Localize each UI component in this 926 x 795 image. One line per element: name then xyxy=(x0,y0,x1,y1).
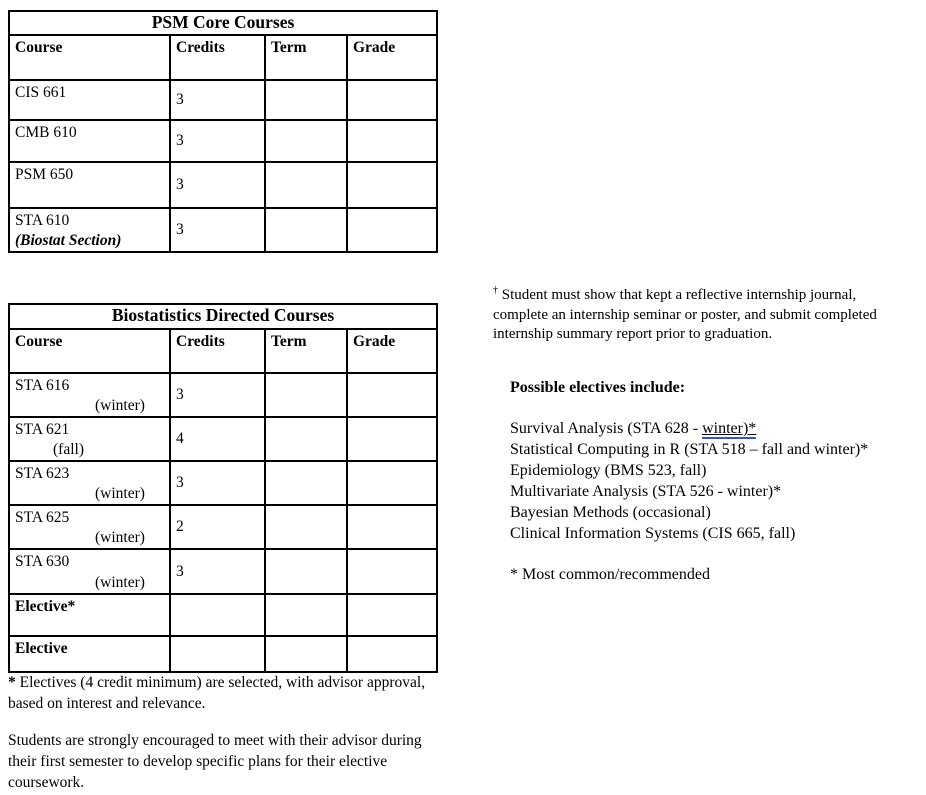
table-row xyxy=(9,373,437,417)
core-table-header-row xyxy=(9,35,437,80)
core-header-term: Term xyxy=(265,35,347,80)
advisor-note-line: coursework. xyxy=(8,774,85,791)
asterisk-symbol: * xyxy=(8,674,16,691)
course-code: STA 616 xyxy=(15,377,70,394)
term-cell xyxy=(265,461,347,505)
course-cell xyxy=(9,417,170,461)
course-cell xyxy=(9,162,170,208)
course-term-note: (winter) xyxy=(95,574,145,591)
term-cell xyxy=(265,417,347,461)
psm-core-courses-table xyxy=(8,10,438,253)
course-term-note: (winter) xyxy=(95,397,145,414)
course-code: PSM 650 xyxy=(15,166,74,183)
internship-footnote-line: complete an internship seminar or poster, and submit completed xyxy=(493,306,877,323)
credits-cell xyxy=(170,636,265,672)
electives-heading: Possible electives include: xyxy=(510,379,686,396)
biostat-header-course: Course xyxy=(9,329,170,373)
term-cell xyxy=(265,80,347,120)
course-code: CIS 661 xyxy=(15,84,67,101)
credits-cell: 3 xyxy=(170,549,265,594)
core-header-credits: Credits xyxy=(170,35,265,80)
electives-recommended-footnote: * Most common/recommended xyxy=(510,566,710,584)
advisor-note-line: their first semester to develop specific plans for their elective xyxy=(8,753,388,770)
course-cell xyxy=(9,461,170,505)
term-cell xyxy=(265,594,347,636)
credits-cell: 4 xyxy=(170,417,265,461)
grade-cell xyxy=(347,208,437,252)
core-header-course: Course xyxy=(9,35,170,80)
table-row xyxy=(9,417,437,461)
course-code: STA 610 xyxy=(15,212,70,229)
bottom-notes xyxy=(8,672,478,793)
credits-cell: 3 xyxy=(170,120,265,162)
grade-cell xyxy=(347,549,437,594)
grade-cell xyxy=(347,461,437,505)
credits-cell: 3 xyxy=(170,373,265,417)
credits-cell: 2 xyxy=(170,505,265,549)
course-code: STA 621 xyxy=(15,421,70,438)
course-code: STA 630 xyxy=(15,553,70,570)
advisor-meeting-note xyxy=(8,730,478,793)
grade-cell xyxy=(347,162,437,208)
course-term-note: (winter) xyxy=(95,529,145,546)
electives-approval-line: * Electives (4 credit minimum) are selected, with advisor approval, xyxy=(8,674,426,691)
electives-approval-line: based on interest and relevance. xyxy=(8,695,206,712)
credits-cell: 3 xyxy=(170,208,265,252)
biostatistics-directed-courses-table xyxy=(8,303,438,673)
dagger-symbol: † xyxy=(493,285,498,296)
term-cell xyxy=(265,162,347,208)
table-row xyxy=(9,636,437,672)
course-term-note: (winter) xyxy=(95,485,145,502)
biostat-table-header-row xyxy=(9,329,437,373)
table-row xyxy=(9,461,437,505)
course-term-note: (fall) xyxy=(53,441,84,458)
course-cell xyxy=(9,208,170,252)
course-cell xyxy=(9,505,170,549)
credits-cell: 3 xyxy=(170,461,265,505)
table-row xyxy=(9,80,437,120)
table-row xyxy=(9,162,437,208)
term-cell xyxy=(265,636,347,672)
advisor-note-line: Students are strongly encouraged to meet with their advisor during xyxy=(8,732,422,749)
grade-cell xyxy=(347,80,437,120)
underlined-term: winter)* xyxy=(702,420,757,437)
table-row xyxy=(9,120,437,162)
elective-item: Epidemiology (BMS 523, fall) xyxy=(510,461,707,479)
credits-cell xyxy=(170,594,265,636)
electives-approval-note xyxy=(8,672,478,714)
term-cell xyxy=(265,373,347,417)
term-cell xyxy=(265,120,347,162)
term-cell xyxy=(265,549,347,594)
electives-list xyxy=(510,419,920,544)
biostat-header-grade: Grade xyxy=(347,329,437,373)
elective-item: Multivariate Analysis (STA 526 - winter)* xyxy=(510,482,782,500)
course-code: STA 623 xyxy=(15,465,70,482)
grade-cell xyxy=(347,636,437,672)
course-cell xyxy=(9,549,170,594)
grade-cell xyxy=(347,120,437,162)
course-code: CMB 610 xyxy=(15,124,77,141)
table-row xyxy=(9,208,437,252)
term-cell xyxy=(265,208,347,252)
course-cell xyxy=(9,636,170,672)
biostat-table-title: Biostatistics Directed Courses xyxy=(9,304,437,329)
internship-footnote xyxy=(493,281,921,345)
biostat-header-term: Term xyxy=(265,329,347,373)
biostat-header-credits: Credits xyxy=(170,329,265,373)
table-row xyxy=(9,594,437,636)
course-cell xyxy=(9,80,170,120)
grade-cell xyxy=(347,594,437,636)
table-row xyxy=(9,549,437,594)
elective-item: Clinical Information Systems (CIS 665, fall) xyxy=(510,524,796,542)
course-cell xyxy=(9,120,170,162)
elective-item: Statistical Computing in R (STA 518 – fall and winter)* xyxy=(510,440,869,458)
table-row xyxy=(9,505,437,549)
credits-cell: 3 xyxy=(170,80,265,120)
grade-cell xyxy=(347,417,437,461)
credits-cell: 3 xyxy=(170,162,265,208)
course-code: Elective xyxy=(15,640,68,657)
term-cell xyxy=(265,505,347,549)
core-header-grade: Grade xyxy=(347,35,437,80)
core-table-title: PSM Core Courses xyxy=(9,11,437,35)
internship-footnote-line: † Student must show that kept a reflective internship journal, xyxy=(493,285,857,303)
elective-item: Bayesian Methods (occasional) xyxy=(510,503,711,521)
course-code: Elective* xyxy=(15,598,76,615)
grade-cell xyxy=(347,373,437,417)
course-cell xyxy=(9,594,170,636)
internship-footnote-line: internship summary report prior to graduation. xyxy=(493,326,773,342)
grade-cell xyxy=(347,505,437,549)
course-cell xyxy=(9,373,170,417)
elective-item: Survival Analysis (STA 628 - winter)* xyxy=(510,420,757,437)
course-section-note: (Biostat Section) xyxy=(15,232,122,249)
course-code: STA 625 xyxy=(15,509,70,526)
possible-electives-section xyxy=(510,377,920,585)
